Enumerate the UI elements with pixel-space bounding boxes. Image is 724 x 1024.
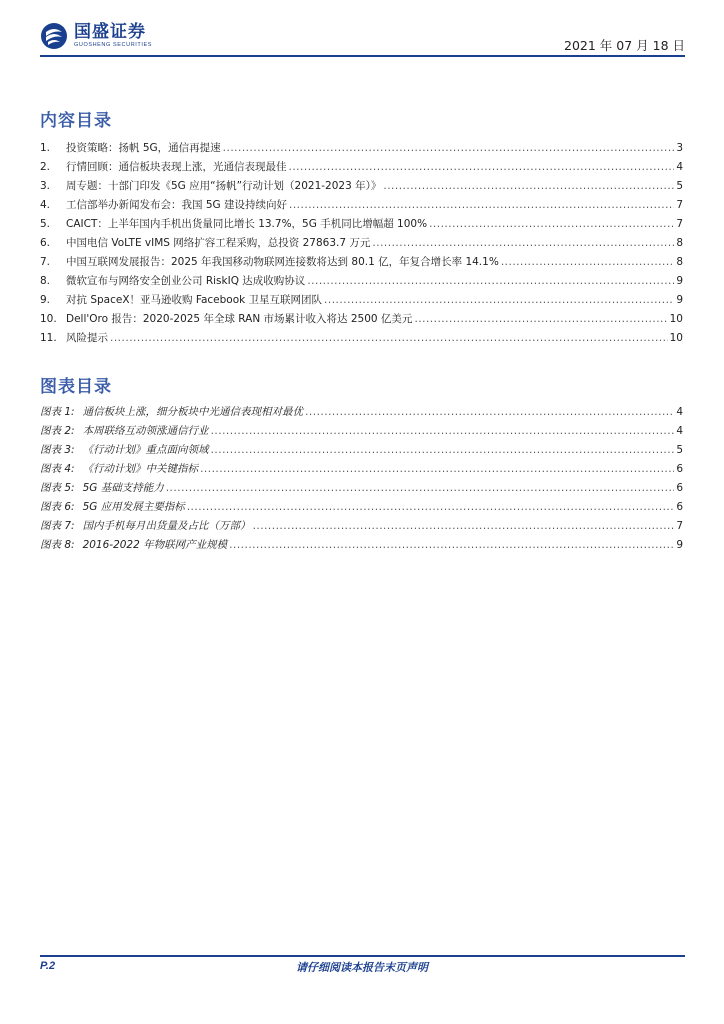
toc-entry[interactable]	[40, 235, 683, 254]
toc-title: 内容目录	[40, 111, 112, 131]
toc-entry-page[interactable]: 9	[676, 275, 683, 287]
dot-leader	[289, 199, 674, 211]
toc-entry-number: 10.	[40, 313, 57, 325]
dot-leader	[200, 463, 674, 475]
figure-entry-number: 图表 8:	[40, 539, 75, 551]
toc-entry-title[interactable]: 对抗 SpaceX！亚马逊收购 Facebook 卫星互联网团队	[66, 294, 323, 306]
toc-entry-page[interactable]: 5	[676, 180, 683, 192]
brand-name-cn: 国盛证券	[74, 21, 146, 42]
figures-title: 图表目录	[40, 377, 112, 397]
toc-entry[interactable]	[40, 273, 683, 292]
toc-entry-number: 9.	[40, 294, 51, 306]
toc-entry-title[interactable]: 微软宣布与网络安全创业公司 RiskIQ 达成收购协议	[66, 275, 306, 287]
figure-entry-page[interactable]: 6	[676, 482, 683, 494]
figure-entry[interactable]	[40, 423, 683, 442]
dot-leader	[324, 294, 674, 306]
footer-divider	[40, 955, 685, 957]
figure-entry-page[interactable]: 5	[676, 444, 683, 456]
header-divider	[40, 55, 685, 57]
figure-entry-title[interactable]: 5G 应用发展主要指标	[82, 501, 185, 513]
toc-entry-title[interactable]: 工信部举办新闻发布会：我国 5G 建设持续向好	[66, 199, 287, 211]
toc-entry[interactable]	[40, 140, 683, 159]
toc-entry-page[interactable]: 7	[676, 199, 683, 211]
figure-entry-number: 图表 3:	[40, 444, 75, 456]
toc-entry-page[interactable]: 7	[676, 218, 683, 230]
figure-entry[interactable]	[40, 537, 683, 556]
figure-entry-number: 图表 7:	[40, 520, 75, 532]
figure-entry-title[interactable]: 2016-2022 年物联网产业规模	[82, 539, 228, 551]
toc-entry-number: 5.	[40, 218, 51, 230]
toc-entry-title[interactable]: Dell'Oro 报告：2020-2025 年全球 RAN 市场累计收入将达 2500 亿美元	[66, 313, 413, 325]
dot-leader	[187, 501, 675, 513]
dot-leader	[429, 218, 674, 230]
brand-logo	[40, 22, 152, 50]
figure-entry-title[interactable]: 本周联络互动领涨通信行业	[82, 425, 209, 437]
toc-entry[interactable]	[40, 159, 683, 178]
toc-entry-number: 4.	[40, 199, 51, 211]
figure-entry-title[interactable]: 5G 基础支持能力	[82, 482, 164, 494]
figure-entry-page[interactable]: 6	[676, 463, 683, 475]
dot-leader	[211, 425, 675, 437]
figure-entry-number: 图表 1:	[40, 406, 75, 418]
figure-entry-number: 图表 6:	[40, 501, 75, 513]
toc-entry-page[interactable]: 10	[669, 332, 683, 344]
dot-leader	[289, 161, 675, 173]
figure-entry-page[interactable]: 4	[676, 406, 683, 418]
dot-leader	[383, 180, 674, 192]
contents-list	[40, 140, 683, 349]
toc-entry-number: 6.	[40, 237, 51, 249]
figure-entry-number: 图表 4:	[40, 463, 75, 475]
toc-entry-number: 1.	[40, 142, 51, 154]
toc-entry-title[interactable]: 投资策略：扬帆 5G，通信再提速	[66, 142, 221, 154]
footer-disclaimer: 请仔细阅读本报告末页声明	[296, 961, 428, 974]
toc-entry[interactable]	[40, 292, 683, 311]
toc-entry-title[interactable]: 风险提示	[66, 332, 108, 344]
toc-entry[interactable]	[40, 311, 683, 330]
toc-entry[interactable]	[40, 197, 683, 216]
guosheng-logo-icon	[40, 22, 68, 50]
toc-entry-title[interactable]: 周专题：十部门印发《5G 应用“扬帆”行动计划（2021-2023 年）》	[66, 180, 382, 192]
dot-leader	[110, 332, 668, 344]
dot-leader	[166, 482, 675, 494]
toc-entry-page[interactable]: 8	[676, 256, 683, 268]
report-date: 2021 年 07 月 18 日	[564, 38, 685, 53]
brand-name-en: GUOSHENG SECURITIES	[74, 41, 153, 48]
figure-entry-page[interactable]: 6	[676, 501, 683, 513]
figures-list	[40, 404, 683, 556]
toc-entry-page[interactable]: 8	[676, 237, 683, 249]
dot-leader	[372, 237, 674, 249]
toc-entry-page[interactable]: 4	[676, 161, 683, 173]
dot-leader	[223, 142, 675, 154]
page-header	[40, 22, 685, 54]
toc-entry[interactable]	[40, 178, 683, 197]
toc-entry-number: 11.	[40, 332, 57, 344]
figure-entry[interactable]	[40, 499, 683, 518]
figure-entry[interactable]	[40, 404, 683, 423]
dot-leader	[414, 313, 667, 325]
figure-entry[interactable]	[40, 461, 683, 480]
toc-entry-page[interactable]: 3	[676, 142, 683, 154]
dot-leader	[253, 520, 675, 532]
dot-leader	[307, 275, 674, 287]
toc-entry[interactable]	[40, 330, 683, 349]
dot-leader	[501, 256, 675, 268]
toc-entry[interactable]	[40, 254, 683, 273]
toc-entry-title[interactable]: 行情回顾：通信板块表现上涨，光通信表现最佳	[66, 161, 287, 173]
figure-entry-title[interactable]: 《行动计划》中关键指标	[82, 463, 199, 475]
toc-entry-title[interactable]: 中国电信 VoLTE vIMS 网络扩容工程采购，总投资 27863.7 万元	[66, 237, 371, 249]
toc-entry-page[interactable]: 9	[676, 294, 683, 306]
toc-entry[interactable]	[40, 216, 683, 235]
figure-entry-page[interactable]: 4	[676, 425, 683, 437]
figure-entry-page[interactable]: 9	[676, 539, 683, 551]
toc-entry-title[interactable]: CAICT：上半年国内手机出货量同比增长 13.7%，5G 手机同比增幅超 100%	[66, 218, 428, 230]
figure-entry-number: 图表 5:	[40, 482, 75, 494]
toc-entry-number: 2.	[40, 161, 51, 173]
figure-entry-title[interactable]: 通信板块上涨，细分板块中光通信表现相对最优	[82, 406, 304, 418]
toc-entry-number: 3.	[40, 180, 51, 192]
dot-leader	[229, 539, 674, 551]
dot-leader	[305, 406, 674, 418]
toc-entry-number: 8.	[40, 275, 51, 287]
page-number: P.2	[40, 960, 56, 972]
figure-entry[interactable]	[40, 442, 683, 461]
toc-entry-page[interactable]: 10	[669, 313, 683, 325]
figure-entry-title[interactable]: 国内手机每月出货量及占比（万部）	[82, 520, 251, 532]
figure-entry[interactable]	[40, 480, 683, 499]
figure-entry-page[interactable]: 7	[676, 520, 683, 532]
figure-entry-title[interactable]: 《行动计划》重点面向领域	[82, 444, 209, 456]
toc-entry-title[interactable]: 中国互联网发展报告：2025 年我国移动物联网连接数将达到 80.1 亿，年复合增长率 14.1%	[66, 256, 499, 268]
figure-entry-number: 图表 2:	[40, 425, 75, 437]
toc-entry-number: 7.	[40, 256, 51, 268]
figure-entry[interactable]	[40, 518, 683, 537]
dot-leader	[211, 444, 675, 456]
